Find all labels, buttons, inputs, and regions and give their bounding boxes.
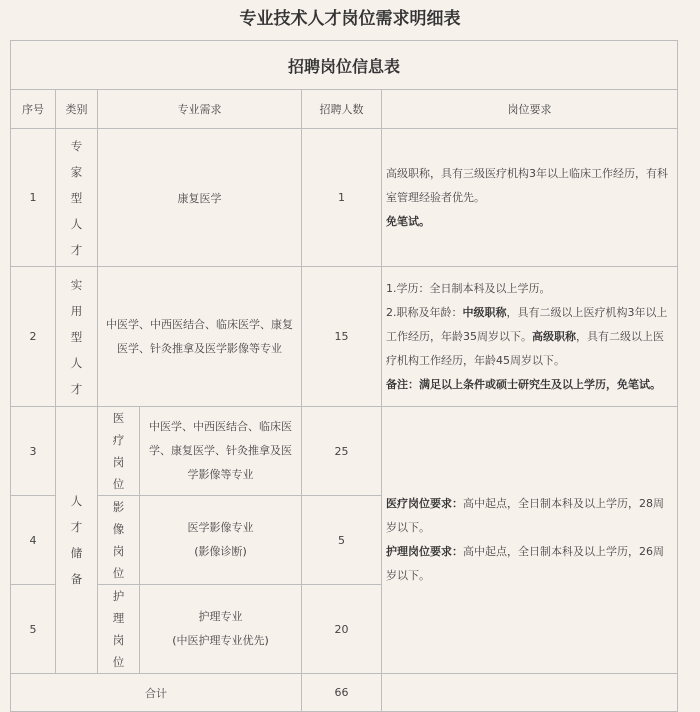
- row-major: [140, 585, 302, 674]
- row-subcategory: [98, 496, 140, 585]
- row-subcategory: [98, 585, 140, 674]
- row-count: 20: [302, 585, 382, 674]
- row-no: 1: [11, 129, 56, 267]
- major-text: 护理专业: [198, 610, 243, 623]
- major-note: (中医护理专业优先): [172, 634, 269, 647]
- total-count: 66: [302, 674, 382, 712]
- row-count: 15: [302, 267, 382, 407]
- header-major: 专业需求: [98, 90, 302, 129]
- requirement-note: 免笔试。: [386, 214, 430, 228]
- requirement-education: 1.学历：全日制本科及以上学历。: [386, 281, 551, 295]
- row-no: 4: [11, 496, 56, 585]
- row-no: 2: [11, 267, 56, 407]
- major-text: 中医学、中西医结合、临床医学、康复医学、针灸推拿及医学影像等专业: [149, 420, 292, 481]
- header-row: [11, 90, 678, 129]
- header-count: 招聘人数: [302, 90, 382, 129]
- table-title-row: [11, 41, 678, 90]
- row-subcategory: [98, 407, 140, 496]
- major-note: (影像诊断): [194, 545, 247, 558]
- requirement-note: 备注：满足以上条件或硕士研究生及以上学历，免笔试。: [386, 377, 661, 391]
- total-empty: [382, 674, 678, 712]
- requirement-nursing: 护理岗位要求：高中起点，全日制本科及以上学历，26周岁以下。: [386, 545, 664, 582]
- requirement-text: 高级职称，具有三级医疗机构3年以上临床工作经历，有科室管理经验者优先。: [386, 166, 668, 204]
- row-no: 3: [11, 407, 56, 496]
- major-text: 中医学、中西医结合、临床医学、康复医学、针灸推拿及医学影像等专业: [106, 317, 293, 355]
- subcategory-label: 医疗岗位: [112, 411, 125, 491]
- recruitment-table: [10, 40, 678, 712]
- row-major: [140, 496, 302, 585]
- table-row: [11, 407, 678, 496]
- category-label: 专家型人才: [70, 138, 83, 257]
- row-requirement: [382, 129, 678, 267]
- total-row: [11, 674, 678, 712]
- row-count: 1: [302, 129, 382, 267]
- subcategory-label: 护理岗位: [112, 589, 125, 669]
- table-title: 招聘岗位信息表: [11, 41, 678, 90]
- row-no: 5: [11, 585, 56, 674]
- category-label: 实用型人才: [70, 277, 83, 396]
- requirement-medical: 医疗岗位要求：高中起点，全日制本科及以上学历，28周岁以下。: [386, 497, 664, 534]
- subcategory-label: 影像岗位: [112, 500, 125, 580]
- row-major: 康复医学: [98, 129, 302, 267]
- row-category: [56, 129, 98, 267]
- table-row: [11, 129, 678, 267]
- row-category: [56, 407, 98, 674]
- category-label: 人才储备: [70, 494, 83, 586]
- total-label: 合计: [11, 674, 302, 712]
- header-category: 类别: [56, 90, 98, 129]
- header-no: 序号: [11, 90, 56, 129]
- row-requirement: [382, 407, 678, 674]
- row-count: 25: [302, 407, 382, 496]
- row-major: [140, 407, 302, 496]
- page-title: 专业技术人才岗位需求明细表: [239, 9, 461, 29]
- table-row: [11, 267, 678, 407]
- major-text: 医学影像专业: [187, 521, 254, 534]
- row-requirement: [382, 267, 678, 407]
- row-category: [56, 267, 98, 407]
- requirement-title-age: 2.职称及年龄：中级职称，具有二级以上医疗机构3年以上工作经历，年龄35周岁以下。高级职称，具有二级以上医疗机构工作经历，年龄45周岁以下。: [386, 305, 668, 367]
- row-major: [98, 267, 302, 407]
- header-requirement: 岗位要求: [382, 90, 678, 129]
- row-count: 5: [302, 496, 382, 585]
